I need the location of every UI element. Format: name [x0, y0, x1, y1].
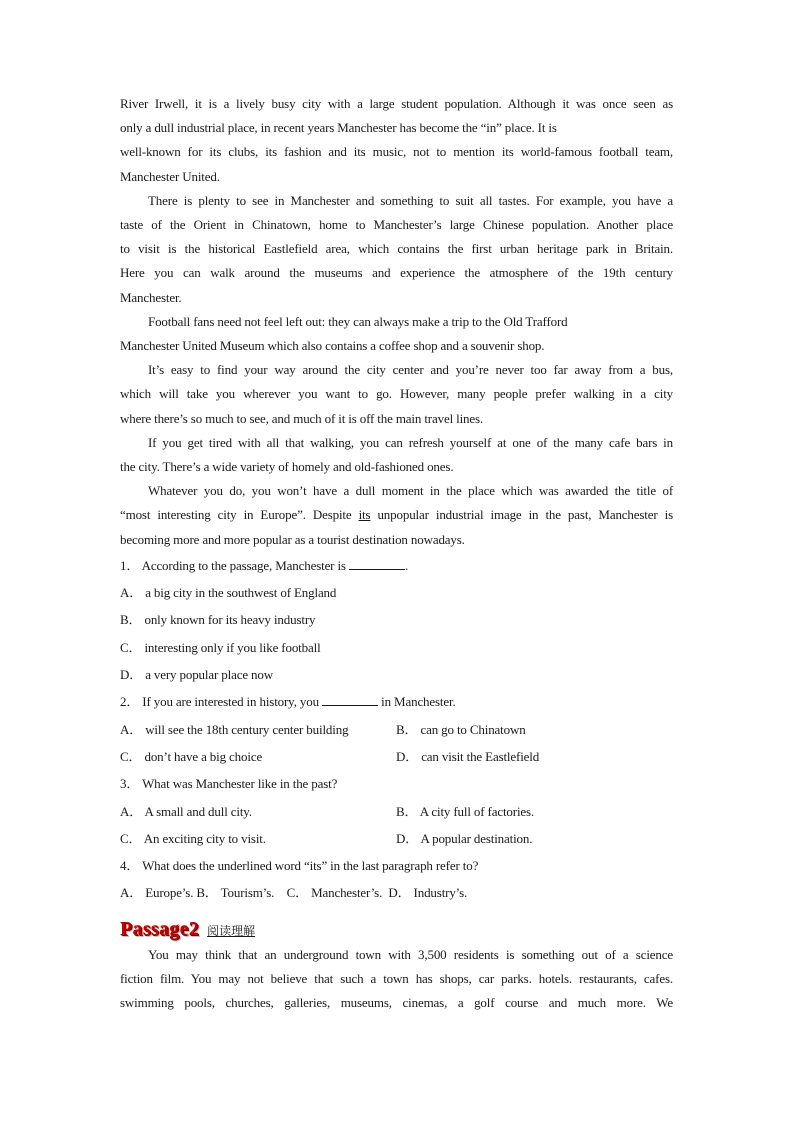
stem-text: 2． If you are interested in history, you — [120, 694, 323, 710]
option-row — [120, 825, 673, 852]
stem-text: in Manchester. — [378, 694, 456, 710]
stem-text: 1． According to the passage, Manchester is — [120, 557, 349, 573]
text-line: which will take you wherever you want to go. However, many people prefer walking in a city — [120, 386, 673, 402]
text-line: taste of the Orient in Chinatown, home to Manchester’s large Chinese population. Another place — [120, 217, 673, 233]
text-line: Manchester. — [120, 289, 182, 305]
text-line: only a dull industrial place, in recent years Manchester has become the “in” place. It is — [120, 120, 557, 136]
text-line: to visit is the historical Eastlefield area, which contains the first urban heritage park in Britain. — [120, 241, 673, 257]
option-b: B． can go to Chinatown — [396, 721, 526, 737]
question-stem — [120, 688, 673, 715]
option-a: A． a big city in the southwest of England — [120, 585, 337, 601]
text-line: It’s easy to find your way around the city center and you’re never too far away from a bus, — [148, 362, 673, 378]
passage2-subtitle: 阅读理解 — [207, 923, 256, 938]
question-2 — [120, 688, 673, 770]
text-line — [120, 503, 673, 527]
underlined-word-its: its — [358, 507, 371, 523]
passage1-paragraph-1 — [120, 92, 673, 189]
answer-blank — [349, 557, 405, 570]
option-b: B． A city full of factories. — [396, 803, 535, 819]
question-4 — [120, 852, 673, 907]
option-d: D． A popular destination. — [396, 830, 533, 846]
text-line: well-known for its clubs, its fashion and its music, not to mention its world-famous football team, — [120, 144, 673, 160]
options-line: A． Europe’s. B． Tourism’s. C． Manchester’s. D． Industry’s. — [120, 885, 468, 901]
option-a: A． will see the 18th century center building — [120, 721, 349, 737]
passage2-paragraph-1 — [120, 943, 673, 1016]
question-3 — [120, 770, 673, 852]
text-line: fiction film. You may not believe that such a town has shops, car parks. hotels. restaurants, cafes. — [120, 970, 673, 986]
text-line: the city. There’s a wide variety of homely and old-fashioned ones. — [120, 459, 454, 475]
stem-text: . — [404, 557, 409, 573]
text-line: Manchester United. — [120, 168, 220, 184]
question-stem — [120, 552, 673, 579]
worksheet-page — [120, 92, 673, 1015]
passage1-paragraph-6 — [120, 479, 673, 552]
passage1-paragraph-5 — [120, 431, 673, 479]
text-line: where there’s so much to see, and much of it is off the main travel lines. — [120, 410, 484, 426]
passage2-title: Passage2 — [120, 917, 200, 940]
text-line: There is plenty to see in Manchester and something to suit all tastes. For example, you have a — [148, 192, 673, 208]
answer-blank — [322, 693, 378, 706]
question-stem: 4． What does the underlined word “its” in the last paragraph refer to? — [120, 858, 479, 874]
text-line: Here you can walk around the museums and experience the atmosphere of the 19th century — [120, 265, 673, 281]
passage1-paragraph-2 — [120, 189, 673, 310]
option-d: D． can visit the Eastlefield — [396, 748, 540, 764]
passage1-paragraph-4 — [120, 358, 673, 431]
option-d: D． a very popular place now — [120, 667, 273, 683]
option-b: B． only known for its heavy industry — [120, 612, 316, 628]
question-1 — [120, 552, 673, 688]
passage1-paragraph-3 — [120, 310, 673, 358]
text-segment: unpopular industrial image in the past, Manchester is — [370, 507, 673, 523]
option-a: A． A small and dull city. — [120, 803, 252, 819]
text-line: You may think that an underground town with 3,500 residents is something out of a science — [148, 946, 673, 962]
option-row — [120, 743, 673, 770]
text-line: Whatever you do, you won’t have a dull moment in the place which was awarded the title of — [148, 483, 673, 499]
passage2-heading — [120, 911, 673, 941]
text-line: becoming more and more popular as a tourist destination nowadays. — [120, 531, 465, 547]
option-c: C． interesting only if you like football — [120, 639, 321, 655]
text-line: Football fans need not feel left out: they can always make a trip to the Old Trafford — [148, 313, 568, 329]
text-segment: “most interesting city in Europe”. Despite — [120, 507, 359, 523]
option-c: C． don’t have a big choice — [120, 748, 263, 764]
text-line: River Irwell, it is a lively busy city with a large student population. Although it was once seen as — [120, 96, 673, 111]
option-c: C． An exciting city to visit. — [120, 830, 266, 846]
text-line: Manchester United Museum which also contains a coffee shop and a souvenir shop. — [120, 338, 545, 354]
option-row — [120, 716, 673, 743]
option-row — [120, 798, 673, 825]
text-line: swimming pools, churches, galleries, museums, cinemas, a golf course and much more. We — [120, 995, 673, 1011]
text-line: If you get tired with all that walking, you can refresh yourself at one of the many cafe bars in — [148, 434, 673, 450]
question-stem: 3． What was Manchester like in the past? — [120, 776, 338, 792]
